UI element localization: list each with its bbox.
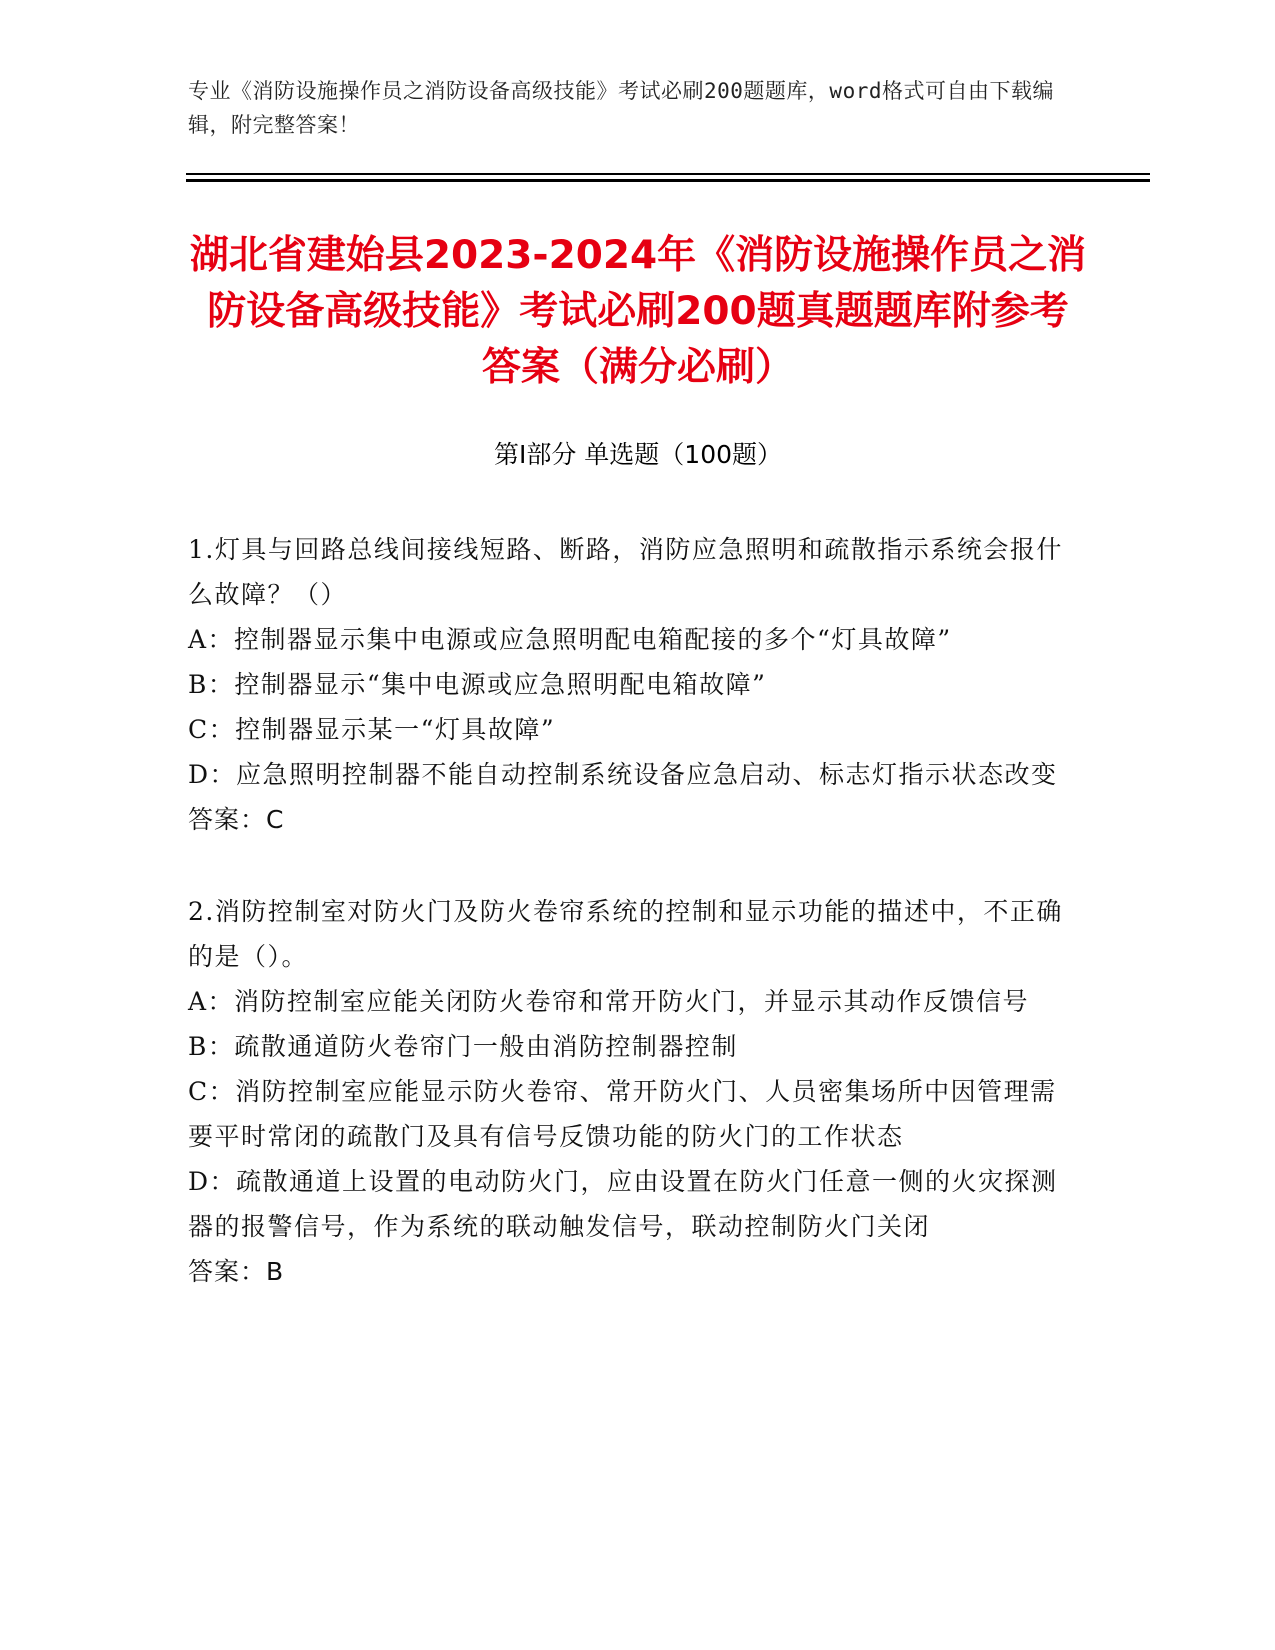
option-b: B：疏散通道防火卷帘门一般由消防控制器控制 [188, 1032, 738, 1061]
question-1 [188, 527, 1068, 842]
option-d: D：应急照明控制器不能自动控制系统设备应急启动、标志灯指示状态改变 [188, 760, 1058, 789]
header-note: 专业《消防设施操作员之消防设备高级技能》考试必刷200题题库，word格式可自由下载编辑，附完整答案！ [188, 79, 1054, 137]
question-stem: 1.灯具与回路总线间接线短路、断路，消防应急照明和疏散指示系统会报什么故障？（） [188, 535, 1063, 609]
section-title: 第Ⅰ部分 单选题（100题） [493, 440, 783, 469]
question-stem: 2.消防控制室对防火门及防火卷帘系统的控制和显示功能的描述中，不正确的是（）。 [188, 897, 1063, 971]
option-c: C：控制器显示某一“灯具故障” [188, 715, 556, 744]
answer: 答案：B [188, 1257, 285, 1286]
option-a: A：消防控制室应能关闭防火卷帘和常开防火门，并显示其动作反馈信号 [188, 987, 1030, 1016]
question-list [188, 527, 1068, 1341]
header-divider-thin [186, 173, 1150, 175]
answer: 答案：C [188, 805, 285, 834]
header-divider-thick [186, 179, 1150, 182]
question-2 [188, 889, 1068, 1294]
option-a: A：控制器显示集中电源或应急照明配电箱配接的多个“灯具故障” [188, 625, 952, 654]
option-b: B：控制器显示“集中电源或应急照明配电箱故障” [188, 670, 767, 699]
option-d: D：疏散通道上设置的电动防火门，应由设置在防火门任意一侧的火灾探测器的报警信号，作为系统的联动触发信号，联动控制防火门关闭 [188, 1167, 1058, 1241]
option-c: C：消防控制室应能显示防火卷帘、常开防火门、人员密集场所中因管理需要平时常闭的疏散门及具有信号反馈功能的防火门的工作状态 [188, 1077, 1057, 1151]
document-title: 湖北省建始县2023-2024年《消防设施操作员之消防设备高级技能》考试必刷200题真题题库附参考答案（满分必刷） [189, 233, 1087, 390]
